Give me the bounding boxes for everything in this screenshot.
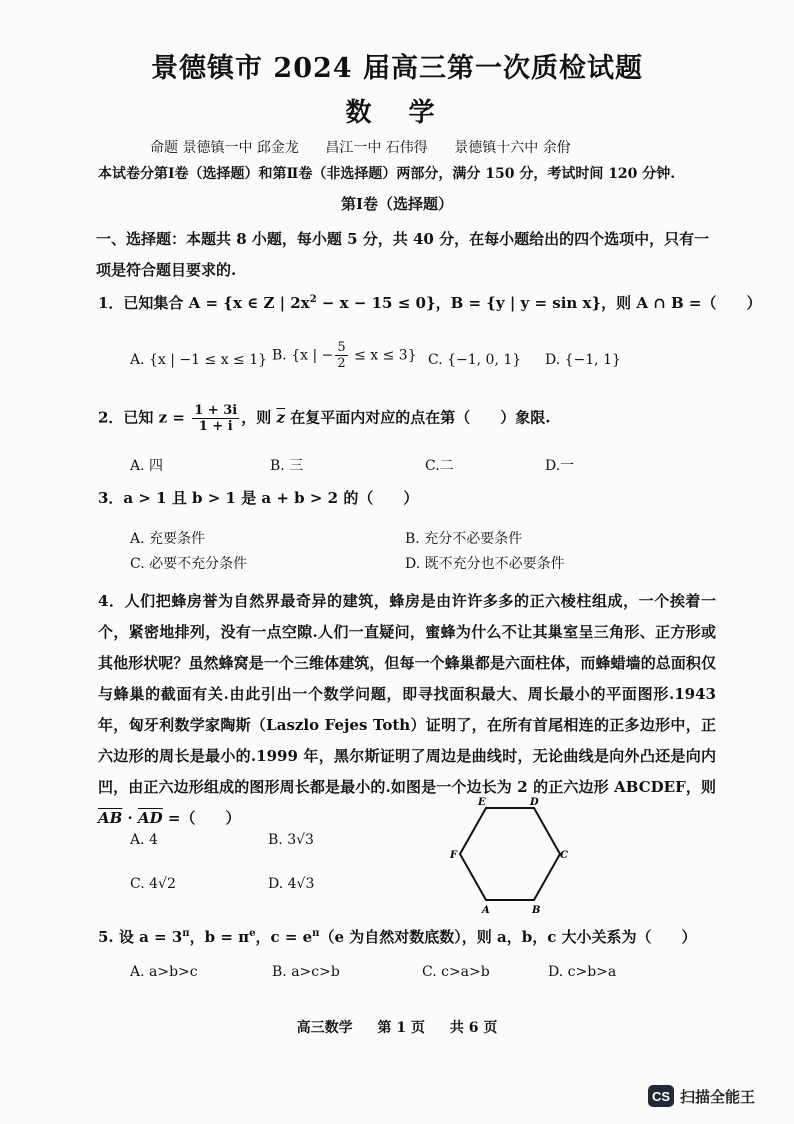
- q1-option-b-pre: B. {x | −: [272, 347, 334, 364]
- hex-label-e: E: [478, 797, 486, 808]
- q5-part-a: 5. 设 a = 3: [98, 928, 183, 946]
- camscanner-icon: CS: [648, 1085, 674, 1107]
- q5-part-b: ，b = π: [189, 928, 250, 946]
- author-2: 昌江一中 石伟得: [325, 140, 428, 156]
- q2-option-c: C.二: [425, 458, 454, 474]
- q3-option-d: D. 既不充分也不必要条件: [405, 556, 565, 572]
- q4-option-c: C. 4√2: [130, 876, 176, 892]
- q4-dot: ·: [122, 809, 138, 827]
- q1-stem-part-a: 1．已知集合 A = {x ∈ Z | 2x: [98, 294, 310, 312]
- scanner-watermark: [648, 1085, 755, 1107]
- q2-option-b: B. 三: [270, 458, 304, 474]
- q5-option-c: C. c>a>b: [422, 964, 490, 980]
- q1-fraction-num: 5: [337, 340, 346, 355]
- q4-vector-ad: $\overline{AD}$: [138, 809, 163, 827]
- q2-option-a: A. 四: [130, 458, 164, 474]
- footer-page: 第 1 页: [377, 1020, 425, 1036]
- q4-option-a: A. 4: [130, 832, 158, 848]
- q4-option-b: B. 3√3: [268, 832, 314, 848]
- q4-option-d: D. 4√3: [268, 876, 315, 892]
- hexagon-shape: [460, 808, 560, 900]
- q5-part-c: ，c = e: [255, 928, 313, 946]
- q1-option-d: D. {−1, 1}: [545, 352, 621, 368]
- hex-label-b: B: [532, 905, 541, 916]
- q1-option-b-post: ≤ x ≤ 3}: [349, 347, 417, 364]
- q5-sup-1: π: [182, 928, 190, 939]
- q2-fraction-num: 1 + 3i: [194, 403, 238, 418]
- q5-option-a: A. a>b>c: [130, 964, 198, 980]
- q3-option-a: A. 充要条件: [130, 531, 206, 547]
- q5-sup-3: π: [312, 928, 320, 939]
- hex-label-c: C: [560, 850, 568, 861]
- q2-option-d: D.一: [545, 458, 575, 474]
- section-instructions: 一、选择题：本题共 8 小题，每小题 5 分，共 40 分，在每小题给出的四个选项中，只有一项是符合题目要求的.: [96, 230, 710, 279]
- q3-option-c: C. 必要不充分条件: [130, 556, 248, 572]
- q4-vector-ab: $\overline{AB}$: [98, 809, 123, 827]
- question-3-stem: 3．a > 1 且 b > 1 是 a + b > 2 的（ ）: [98, 489, 419, 507]
- q2-stem-pre: 2．已知 z =: [98, 408, 185, 427]
- question-5-stem: [98, 926, 697, 947]
- q4-tail: =（ ）: [162, 809, 241, 827]
- exam-title: 景德镇市 2024 届高三第一次质检试题: [151, 53, 643, 84]
- subject-title: 数 学: [345, 98, 449, 128]
- q1-option-c: C. {−1, 0, 1}: [428, 352, 522, 368]
- q5-option-d: D. c>b>a: [548, 964, 617, 980]
- page-footer: [0, 1017, 794, 1037]
- q1-stem-part-b: − x − 15 ≤ 0}，B = {y | y = sin x}，则 A ∩ B =（ ）: [316, 294, 762, 312]
- authors-line: [150, 137, 593, 157]
- author-1: 命题 景德镇一中 邱金龙: [150, 140, 299, 156]
- q4-text: 4．人们把蜂房誉为自然界最奇异的建筑，蜂房是由许许多多的正六棱柱组成，一个挨着一个，紧密地排列，没有一点空隙.人们一直疑问，蜜蜂为什么不让其巢室呈三角形、正方形或其他形状呢？虽然蜂窝是一个三维体建筑，但每一个蜂巢都是六面柱体，而蜂蜡墙的总面积仅与蜂巢的截面有关.由此引出一个数学问题，即寻找面积最大、周长最小的平面图形.1943 年，匈牙利数学家陶斯（Laszlo Fejes Toth）证明了，在所有首尾相连的正多边形中，正六边形的周长是最小的.1999 年，黑尔斯证明了周边是曲线时，无论曲线是向外凸还是向内凹，由正六边形组成的图形周长都是最小的.如图是一个边长为 2 的正六边形 ABCDEF，则: [98, 592, 716, 796]
- q1-option-b: [272, 340, 417, 371]
- q5-sup-2: e: [249, 928, 256, 939]
- hex-label-d: D: [530, 797, 539, 808]
- q1-exponent: 2: [309, 294, 317, 305]
- q5-option-b: B. a>c>b: [272, 964, 340, 980]
- scanner-name: 扫描全能王: [680, 1087, 756, 1106]
- footer-subject: 高三数学: [296, 1020, 353, 1036]
- q3-option-b: B. 充分不必要条件: [405, 531, 523, 547]
- q1-fraction-den: 2: [337, 356, 346, 371]
- footer-total: 共 6 页: [449, 1020, 498, 1036]
- q5-part-d: （e 为自然对数底数），则 a，b，c 大小关系为（ ）: [319, 928, 697, 946]
- question-1-stem: [98, 292, 761, 313]
- volume-heading: 第Ⅰ卷（选择题）: [340, 195, 454, 213]
- q2-zbar: $\overline{z}$: [276, 408, 285, 427]
- q2-stem-post: 在复平面内对应的点在第（ ）象限.: [290, 408, 551, 427]
- q2-fraction-den: 1 + i: [198, 419, 233, 434]
- q1-fraction: [335, 340, 347, 371]
- hex-label-f: F: [450, 850, 458, 861]
- q2-fraction: [192, 403, 239, 434]
- exam-notice: 本试卷分第Ⅰ卷（选择题）和第Ⅱ卷（非选择题）两部分，满分 150 分，考试时间 120 分钟.: [98, 166, 676, 182]
- q1-option-a: A. {x | −1 ≤ x ≤ 1}: [130, 352, 268, 368]
- q2-stem-mid: ，则: [241, 408, 272, 427]
- hexagon-figure: [440, 796, 580, 916]
- author-3: 景德镇十六中 余佾: [454, 140, 571, 156]
- question-2-stem: [98, 403, 550, 434]
- hex-label-a: A: [482, 905, 490, 916]
- question-4-stem: [98, 586, 716, 834]
